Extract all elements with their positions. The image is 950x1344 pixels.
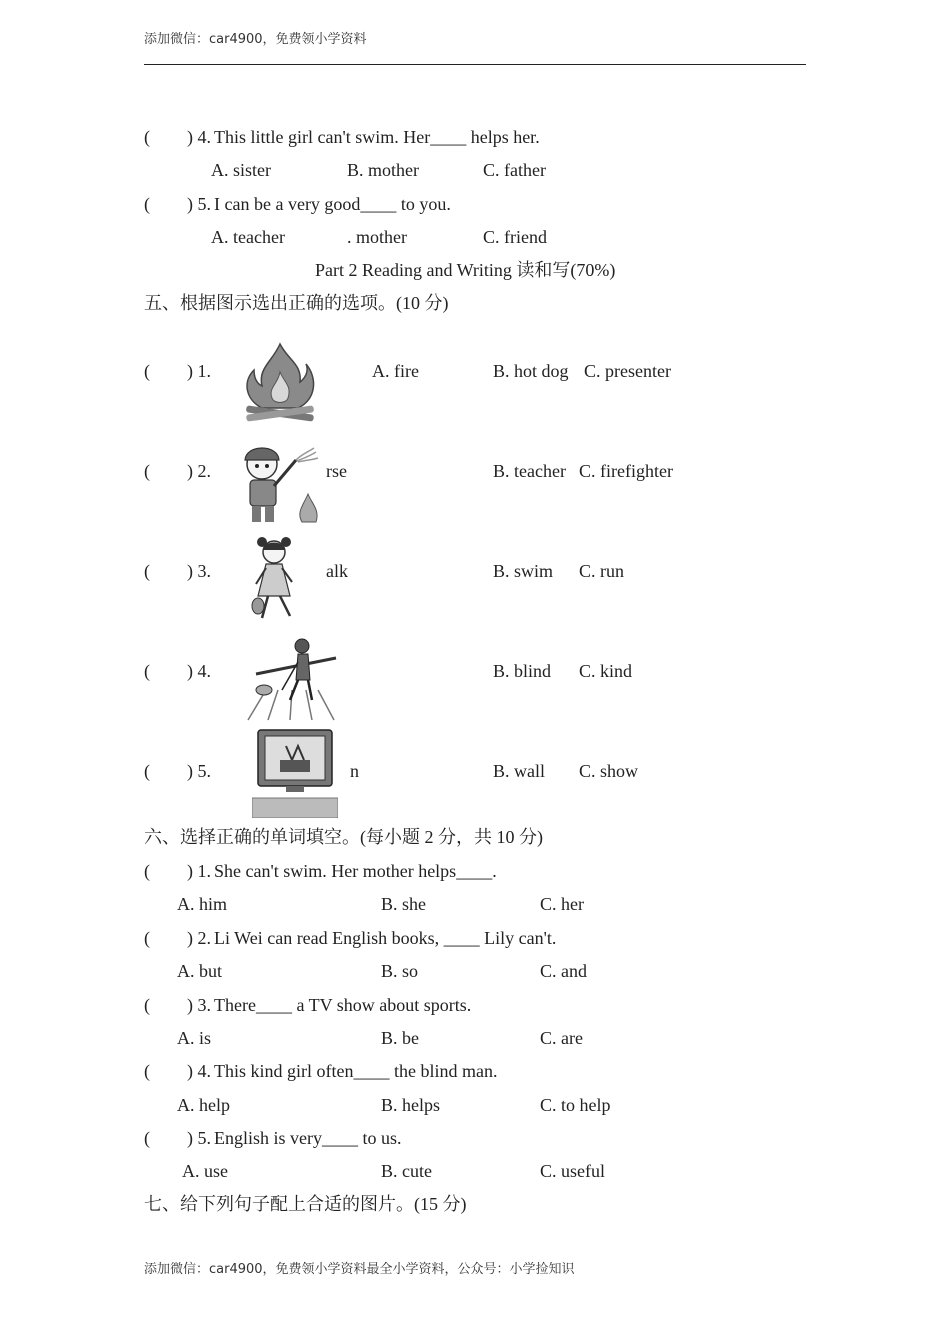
option-a: A. teacher [211, 227, 285, 247]
question-number: ) 3. [187, 995, 211, 1015]
option-b: B. mother [347, 160, 419, 180]
option-c: C. show [579, 761, 639, 781]
walking-girl-picture [232, 534, 322, 626]
option-c: C. presenter [584, 361, 671, 381]
option-b: B. teacher [493, 461, 566, 481]
question-text: There____ a TV show about sports. [214, 995, 472, 1015]
option-c: C. kind [579, 661, 633, 681]
option-a: A. help [177, 1095, 230, 1115]
option-b: B. swim [493, 561, 554, 581]
question-text: She can't swim. Her mother helps____. [214, 861, 497, 881]
option-a: A. him [177, 894, 228, 914]
question-text: This little girl can't swim. Her____ helps her. [214, 127, 540, 147]
option-b: B. hot dog [493, 361, 569, 381]
option-b: B. so [381, 961, 419, 981]
option-a: n [350, 761, 359, 781]
question-number: ) 5. [187, 761, 211, 781]
firefighter-picture [236, 438, 326, 528]
paren-open: ( [144, 995, 150, 1015]
tv-picture [252, 726, 338, 818]
section7-title: 七、给下列句子配上合适的图片。(15 分) [144, 1194, 467, 1214]
option-b: B. she [381, 894, 426, 914]
header-divider [144, 64, 806, 65]
paren-open: ( [144, 561, 150, 581]
paren-open: ( [144, 361, 150, 381]
question-text: Li Wei can read English books, ____ Lily can't. [214, 928, 557, 948]
option-a: rse [326, 461, 347, 481]
option-c: C. firefighter [579, 461, 673, 481]
option-a: A. fire [372, 361, 419, 381]
option-b: B. helps [381, 1095, 441, 1115]
option-a: A. but [177, 961, 222, 981]
option-b: B. wall [493, 761, 545, 781]
question-number: ) 2. [187, 461, 211, 481]
part2-title: Part 2 Reading and Writing 读和写(70%) [315, 260, 616, 280]
fire-picture [236, 338, 324, 426]
paren-open: ( [144, 194, 150, 214]
option-a: A. use [182, 1161, 228, 1181]
question-text: English is very____ to us. [214, 1128, 402, 1148]
paren-open: ( [144, 761, 150, 781]
option-b: B. be [381, 1028, 419, 1048]
option-b: . mother [347, 227, 407, 247]
option-b: B. blind [493, 661, 552, 681]
option-b: B. cute [381, 1161, 432, 1181]
question-text: This kind girl often____ the blind man. [214, 1061, 498, 1081]
option-c: C. are [540, 1028, 583, 1048]
question-number: ) 4. [187, 1061, 211, 1081]
page-footer: 添加微信：car4900，免费领小学资料最全小学资料，公众号：小学捡知识 [144, 1262, 575, 1277]
option-a: A. is [177, 1028, 212, 1048]
paren-open: ( [144, 1061, 150, 1081]
question-number: ) 4. [187, 661, 211, 681]
paren-open: ( [144, 861, 150, 881]
question-text: I can be a very good____ to you. [214, 194, 451, 214]
option-a: alk [326, 561, 348, 581]
paren-open: ( [144, 127, 150, 147]
option-c: C. and [540, 961, 587, 981]
option-c: C. friend [483, 227, 547, 247]
section5-title: 五、根据图示选出正确的选项。(10 分) [144, 293, 449, 313]
option-c: C. to help [540, 1095, 611, 1115]
question-number: ) 2. [187, 928, 211, 948]
paren-open: ( [144, 661, 150, 681]
paren-open: ( [144, 1128, 150, 1148]
section6-title: 六、选择正确的单词填空。(每小题 2 分，共 10 分) [144, 827, 543, 847]
option-c: C. useful [540, 1161, 605, 1181]
page-header: 添加微信：car4900，免费领小学资料 [144, 32, 367, 47]
question-number: ) 4. [187, 127, 211, 147]
question-number: ) 1. [187, 361, 211, 381]
paren-open: ( [144, 928, 150, 948]
question-number: ) 5. [187, 1128, 211, 1148]
option-c: C. father [483, 160, 546, 180]
option-c: C. her [540, 894, 584, 914]
question-number: ) 5. [187, 194, 211, 214]
blind-man-picture [246, 634, 340, 722]
paren-open: ( [144, 461, 150, 481]
option-c: C. run [579, 561, 624, 581]
question-number: ) 1. [187, 861, 211, 881]
option-a: A. sister [211, 160, 271, 180]
question-number: ) 3. [187, 561, 211, 581]
